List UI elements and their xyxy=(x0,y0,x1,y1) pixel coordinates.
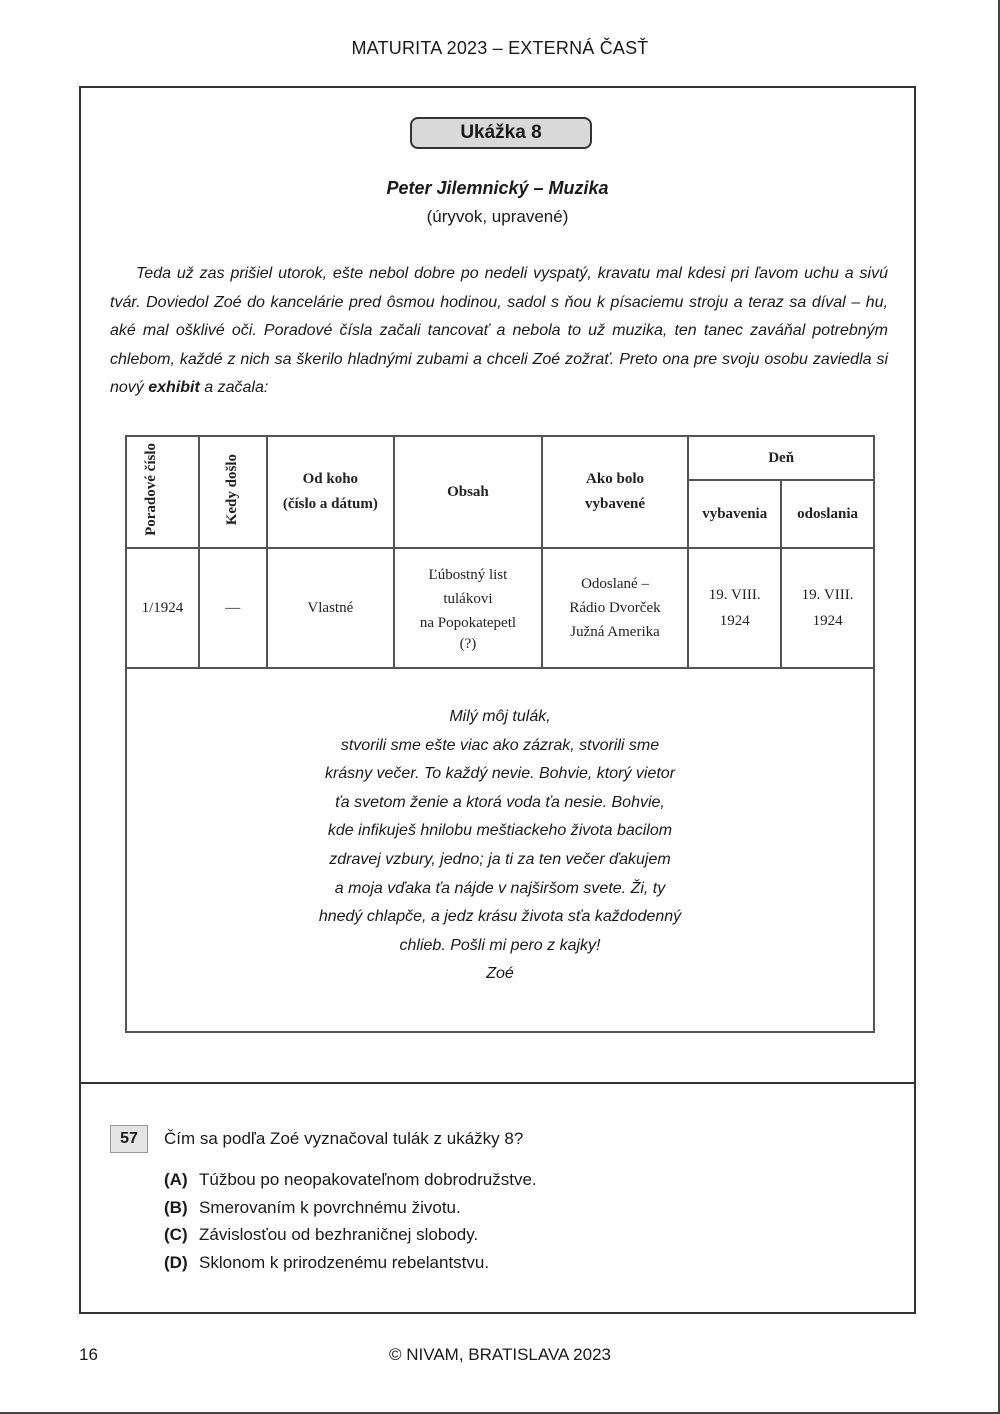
ledger-table xyxy=(125,435,875,1033)
excerpt-paragraph xyxy=(110,260,888,403)
option-letter: (A) xyxy=(164,1170,188,1189)
cell-obsah-line: (?) xyxy=(459,636,477,652)
answer-options xyxy=(164,1166,537,1276)
header-ako-line1: Ako bolo xyxy=(586,471,644,487)
header-od-koho-line1: Od koho xyxy=(302,471,359,487)
cell-od-koho: Vlastné xyxy=(267,548,395,668)
cell-vybavenia-line: 1924 xyxy=(719,613,750,629)
header-kedy-text: Kedy došlo xyxy=(224,453,241,526)
cell-obsah-line: na Popokatepetl xyxy=(419,615,517,631)
question-text: Čím sa podľa Zoé vyznačoval tulák z ukážky 8? xyxy=(164,1129,524,1148)
option-letter: (D) xyxy=(164,1252,188,1272)
cell-ako-line: Odoslané – xyxy=(581,576,649,592)
option-text: Závislosťou od bezhraničnej slobody. xyxy=(199,1225,479,1244)
section-divider xyxy=(81,1082,914,1084)
cell-obsah-line: tulákovi xyxy=(443,591,493,607)
letter-signature: Zoé xyxy=(486,965,514,983)
header-vybavenia: vybavenia xyxy=(688,480,781,548)
header-ako-line2: vybavené xyxy=(585,496,646,512)
cell-odoslania-line: 19. VIII. xyxy=(801,587,854,603)
option-letter: (B) xyxy=(164,1197,188,1217)
paragraph-text-end: a začala: xyxy=(199,379,269,396)
header-od-koho-line2: (číslo a dátum) xyxy=(282,496,378,512)
paragraph-text: Teda už zas prišiel utorok, ešte nebol dobre po nedeli vyspatý, kravatu mal kdesi pri ľavom uchu a sivú tvár. Doviedol Zoé do kancelárie pred ôsmou hodinou, sadol s ňou k písaciemu stroju a teraz sa díval – hu, aké mal ošklivé oči. Poradové čísla začali tancovať a nebola to už muzika, ten tanec zaváňal potrebným chlebom, každé z nich sa škerilo hladnými zubami a chceli Zoé zožrať. Preto ona pre svoju osobu zaviedla si nový xyxy=(110,265,888,396)
paragraph-bold-word: exhibit xyxy=(148,379,200,396)
letter-line: hnedý chlapče, a jedz krásu života sťa každodenný xyxy=(318,908,682,926)
option-text: Sklonom k prirodzenému rebelantstvu. xyxy=(199,1252,490,1272)
header-odoslania: odoslania xyxy=(781,480,874,548)
cell-vybavenia xyxy=(688,548,781,668)
letter-text xyxy=(127,669,873,989)
excerpt-subtitle: (úryvok, upravené) xyxy=(426,207,569,226)
cell-ako-line: Južná Amerika xyxy=(570,624,660,640)
table-row xyxy=(126,548,874,668)
header-od-koho xyxy=(267,436,395,548)
footer-copyright: © NIVAM, BRATISLAVA 2023 xyxy=(389,1345,611,1364)
page-header: MATURITA 2023 – EXTERNÁ ČASŤ xyxy=(351,38,649,58)
question xyxy=(110,1125,523,1153)
option-text: Túžbou po neopakovateľnom dobrodružstve. xyxy=(199,1170,537,1189)
header-obsah: Obsah xyxy=(394,436,542,548)
question-number: 57 xyxy=(110,1125,148,1153)
cell-vybavenia-line: 19. VIII. xyxy=(708,587,761,603)
option-letter: (C) xyxy=(164,1225,188,1244)
header-ako-bolo xyxy=(542,436,689,548)
letter-line: ťa svetom ženie a ktorá voda ťa nesie. Bohvie, xyxy=(335,793,665,811)
option-d[interactable] xyxy=(164,1249,537,1277)
cell-kedy: — xyxy=(199,548,267,668)
header-kedy-doslo xyxy=(199,436,267,548)
header-poradove-cislo xyxy=(126,436,199,548)
option-a[interactable] xyxy=(164,1166,537,1194)
letter-line: stvorili sme ešte viac ako zázrak, stvorili sme xyxy=(340,736,660,754)
option-c[interactable] xyxy=(164,1221,537,1249)
letter-cell xyxy=(126,668,874,1032)
header-poradove-text: Poradové číslo xyxy=(143,443,160,536)
option-text: Smerovaním k povrchnému životu. xyxy=(199,1197,461,1217)
cell-odoslania xyxy=(781,548,874,668)
cell-poradove: 1/1924 xyxy=(126,548,199,668)
cell-ako xyxy=(542,548,689,668)
letter-line: a moja vďaka ťa nájde v najširšom svete. Ži, ty xyxy=(334,879,666,897)
letter-line: kde infikuješ hnilobu meštiackeho života bacilom xyxy=(327,822,673,840)
letter-line: zdravej vzbury, jedno; ja ti za ten večer ďakujem xyxy=(329,850,671,868)
option-b[interactable] xyxy=(164,1194,537,1222)
letter-line: chlieb. Pošli mi pero z kajky! xyxy=(399,936,601,954)
cell-odoslania-line: 1924 xyxy=(812,613,843,629)
sample-badge: Ukážka 8 xyxy=(410,117,592,149)
cell-obsah xyxy=(394,548,542,668)
excerpt-title: Peter Jilemnický – Muzika xyxy=(386,178,609,198)
content-frame xyxy=(79,86,916,1314)
letter-line: Milý môj tulák, xyxy=(449,708,551,725)
header-den: Deň xyxy=(688,436,874,480)
cell-ako-line: Rádio Dvorček xyxy=(569,600,661,616)
letter-line: krásny večer. To každý nevie. Bohvie, ktorý vietor xyxy=(324,765,676,783)
cell-obsah-line: Ľúbostný list xyxy=(428,567,508,583)
page-number: 16 xyxy=(79,1345,98,1364)
ledger-table-wrap xyxy=(125,435,875,1033)
